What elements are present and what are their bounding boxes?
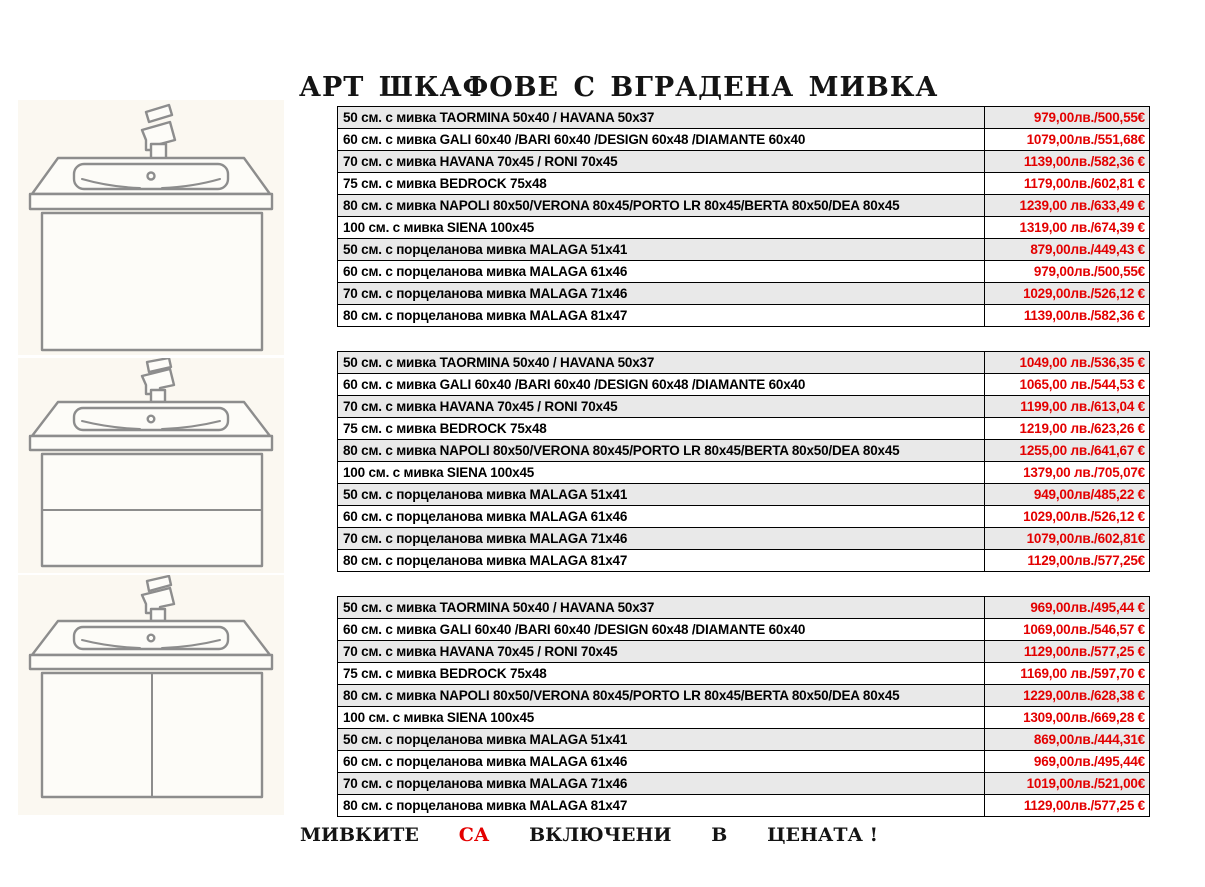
table-row (338, 195, 1150, 217)
product-description-cell: 70 см. с порцеланова мивка MALAGA 71x46 (338, 773, 985, 795)
table-row (338, 151, 1150, 173)
price-cell: 1199,00 лв./613,04 € (985, 396, 1150, 418)
table-row (338, 484, 1150, 506)
product-description-cell: 50 см. с мивка TAORMINA 50x40 / HAVANA 50x37 (338, 107, 985, 129)
price-cell: 1049,00 лв./536,35 € (985, 352, 1150, 374)
overflow-hole-icon (148, 635, 155, 642)
price-cell: 1065,00 лв./544,53 € (985, 374, 1150, 396)
table-row (338, 597, 1150, 619)
price-cell: 1139,00лв./582,36 € (985, 305, 1150, 327)
product-description-cell: 80 см. с порцеланова мивка MALAGA 81x47 (338, 795, 985, 817)
price-table-2 (337, 351, 1150, 572)
table-row (338, 239, 1150, 261)
price-cell: 1219,00 лв./623,26 € (985, 418, 1150, 440)
product-description-cell: 100 см. с мивка SIENA 100x45 (338, 462, 985, 484)
table-row (338, 283, 1150, 305)
countertop-with-basin (30, 621, 272, 669)
vanity-single-front-image (18, 100, 284, 355)
table-row (338, 506, 1150, 528)
table-row (338, 795, 1150, 817)
cabinet-body-single-front (42, 213, 262, 350)
price-cell: 1229,00лв./628,38 € (985, 685, 1150, 707)
footer-word: МИВКИТЕ (300, 824, 419, 846)
product-description-cell: 70 см. с порцеланова мивка MALAGA 71x46 (338, 528, 985, 550)
product-description-cell: 80 см. с мивка NAPOLI 80x50/VERONA 80x45/PORTO LR 80x45/BERTA 80x50/DEA 80x45 (338, 685, 985, 707)
price-cell: 1079,00лв./602,81€ (985, 528, 1150, 550)
product-description-cell: 70 см. с мивка HAVANA 70x45 / RONI 70x45 (338, 396, 985, 418)
table-row (338, 619, 1150, 641)
price-cell: 1319,00 лв./674,39 € (985, 217, 1150, 239)
faucet-icon (142, 576, 174, 621)
table-row (338, 217, 1150, 239)
faucet-icon (142, 358, 174, 402)
price-cell: 979,00лв./500,55€ (985, 261, 1150, 283)
price-cell: 1029,00лв./526,12 € (985, 283, 1150, 305)
price-cell: 1029,00лв./526,12 € (985, 506, 1150, 528)
product-description-cell: 60 см. с мивка GALI 60x40 /BARI 60x40 /DESIGN 60x48 /DIAMANTE 60x40 (338, 374, 985, 396)
product-description-cell: 80 см. с мивка NAPOLI 80x50/VERONA 80x45/PORTO LR 80x45/BERTA 80x50/DEA 80x45 (338, 440, 985, 462)
product-description-cell: 80 см. с порцеланова мивка MALAGA 81x47 (338, 305, 985, 327)
table-row (338, 352, 1150, 374)
vanity-sketch-two-doors (18, 575, 284, 815)
vanity-sketch-two-drawers (18, 358, 284, 573)
product-description-cell: 70 см. с мивка HAVANA 70x45 / RONI 70x45 (338, 151, 985, 173)
product-description-cell: 80 см. с порцеланова мивка MALAGA 81x47 (338, 550, 985, 572)
table-row (338, 305, 1150, 327)
table-row (338, 751, 1150, 773)
overflow-hole-icon (148, 416, 155, 423)
price-cell: 1129,00лв./577,25 € (985, 795, 1150, 817)
price-cell: 1239,00 лв./633,49 € (985, 195, 1150, 217)
product-description-cell: 60 см. с мивка GALI 60x40 /BARI 60x40 /DESIGN 60x48 /DIAMANTE 60x40 (338, 129, 985, 151)
table-row (338, 440, 1150, 462)
product-description-cell: 50 см. с мивка TAORMINA 50x40 / HAVANA 50x37 (338, 352, 985, 374)
footer-word: В (711, 824, 728, 846)
product-description-cell: 80 см. с мивка NAPOLI 80x50/VERONA 80x45/PORTO LR 80x45/BERTA 80x50/DEA 80x45 (338, 195, 985, 217)
price-cell: 1169,00 лв./597,70 € (985, 663, 1150, 685)
product-description-cell: 60 см. с мивка GALI 60x40 /BARI 60x40 /DESIGN 60x48 /DIAMANTE 60x40 (338, 619, 985, 641)
page-title: АРТ ШКАФОВЕ С ВГРАДЕНА МИВКА (299, 72, 939, 103)
price-cell: 949,00лв/485,22 € (985, 484, 1150, 506)
table-row (338, 773, 1150, 795)
footer-note (300, 824, 878, 846)
table-row (338, 173, 1150, 195)
product-description-cell: 60 см. с порцеланова мивка MALAGA 61x46 (338, 751, 985, 773)
product-description-cell: 75 см. с мивка BEDROCK 75x48 (338, 663, 985, 685)
countertop-with-basin (30, 158, 272, 209)
table-row (338, 641, 1150, 663)
vanity-two-doors-image (18, 575, 284, 815)
product-description-cell: 60 см. с порцеланова мивка MALAGA 61x46 (338, 261, 985, 283)
product-description-cell: 75 см. с мивка BEDROCK 75x48 (338, 418, 985, 440)
footer-word: ЦЕНАТА ! (767, 824, 878, 846)
price-cell: 1309,00лв./669,28 € (985, 707, 1150, 729)
price-cell: 979,00лв./500,55€ (985, 107, 1150, 129)
table-row (338, 729, 1150, 751)
product-description-cell: 50 см. с порцеланова мивка MALAGA 51x41 (338, 729, 985, 751)
table-row (338, 528, 1150, 550)
faucet-icon (142, 105, 175, 160)
product-description-cell: 50 см. с порцеланова мивка MALAGA 51x41 (338, 239, 985, 261)
table-row (338, 107, 1150, 129)
product-description-cell: 100 см. с мивка SIENA 100x45 (338, 217, 985, 239)
price-cell: 1139,00лв./582,36 € (985, 151, 1150, 173)
price-cell: 1255,00 лв./641,67 € (985, 440, 1150, 462)
price-cell: 969,00лв./495,44€ (985, 751, 1150, 773)
price-cell: 1079,00лв./551,68€ (985, 129, 1150, 151)
price-cell: 1129,00лв./577,25€ (985, 550, 1150, 572)
countertop-with-basin (30, 402, 272, 450)
price-table-3 (337, 596, 1150, 817)
table-row (338, 418, 1150, 440)
table-row (338, 707, 1150, 729)
table-row (338, 374, 1150, 396)
table-row (338, 685, 1150, 707)
product-description-cell: 70 см. с порцеланова мивка MALAGA 71x46 (338, 283, 985, 305)
price-cell: 1179,00лв./602,81 € (985, 173, 1150, 195)
price-cell: 869,00лв./444,31€ (985, 729, 1150, 751)
table-row (338, 550, 1150, 572)
price-table-1 (337, 106, 1150, 327)
product-description-cell: 50 см. с мивка TAORMINA 50x40 / HAVANA 50x37 (338, 597, 985, 619)
price-cell: 1019,00лв./521,00€ (985, 773, 1150, 795)
footer-word: ВКЛЮЧЕНИ (529, 824, 672, 846)
table-row (338, 462, 1150, 484)
table-row (338, 396, 1150, 418)
overflow-hole-icon (148, 173, 155, 180)
product-description-cell: 100 см. с мивка SIENA 100x45 (338, 707, 985, 729)
price-cell: 1069,00лв./546,57 € (985, 619, 1150, 641)
price-cell: 1379,00 лв./705,07€ (985, 462, 1150, 484)
table-row (338, 261, 1150, 283)
product-description-cell: 70 см. с мивка HAVANA 70x45 / RONI 70x45 (338, 641, 985, 663)
price-cell: 879,00лв./449,43 € (985, 239, 1150, 261)
table-row (338, 663, 1150, 685)
table-row (338, 129, 1150, 151)
product-description-cell: 60 см. с порцеланова мивка MALAGA 61x46 (338, 506, 985, 528)
vanity-two-drawers-image (18, 358, 284, 573)
product-description-cell: 75 см. с мивка BEDROCK 75x48 (338, 173, 985, 195)
vanity-sketch-single-front (18, 100, 284, 355)
price-cell: 1129,00лв./577,25 € (985, 641, 1150, 663)
product-description-cell: 50 см. с порцеланова мивка MALAGA 51x41 (338, 484, 985, 506)
footer-word: СА (458, 824, 490, 846)
price-cell: 969,00лв./495,44 € (985, 597, 1150, 619)
